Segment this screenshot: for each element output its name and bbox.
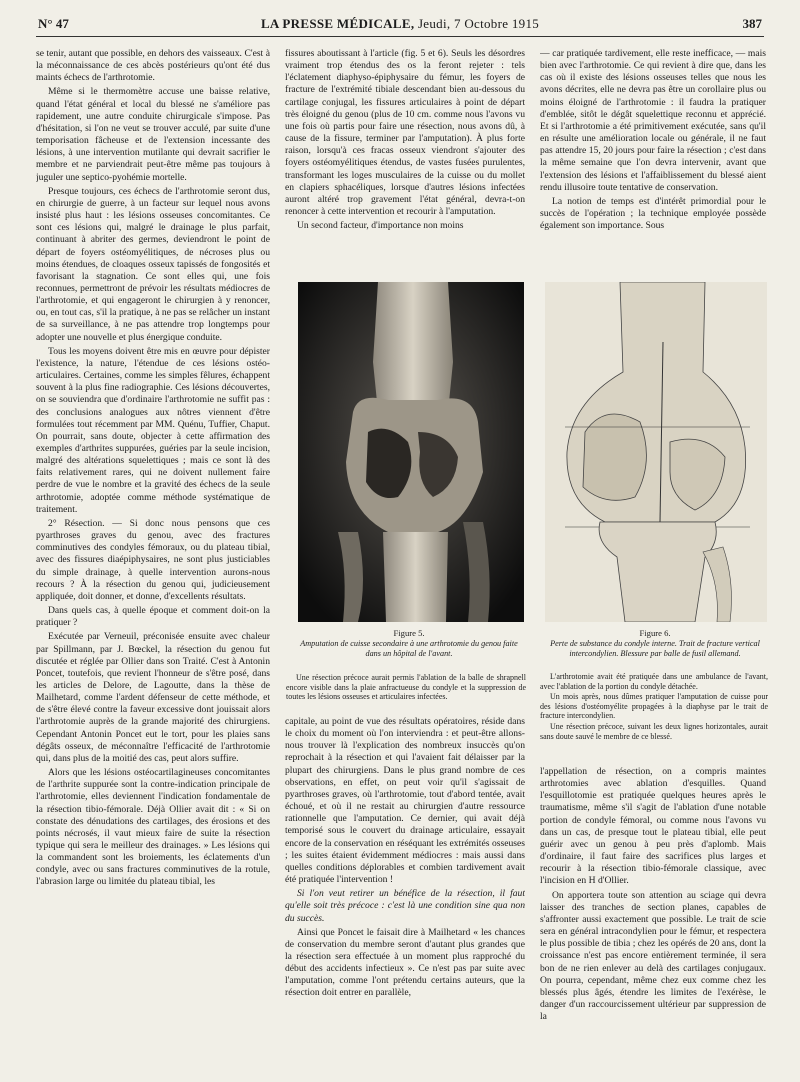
text-column-3-bottom	[540, 766, 766, 1072]
paragraph: On apportera toute son attention au sciage qui devra laisser des tranches de section planes, capables de s'affronter aussi exactement que possible. Le trait de scie sera en général intracondylien pour le fémur, et respectera le plus possible de tibia ; chez les opérés de 20 ans, dont la croissance n'est pas encore entièrement terminée, il sera bon de ne rien enlever au delà des cartilages conjugaux. On pourra, cependant, même chez eux comme chez les blessés plus âgés, étendre les limites de l'exérèse, le danger d'un raccourcissement ultérieur par suppression de la	[540, 889, 766, 1023]
journal-name: LA PRESSE MÉDICALE,	[260, 16, 415, 31]
paragraph: l'appellation de résection, on a compris maintes arthrotomies avec ablation d'esquilles. Quand l'esquillotomie est pratiquée quelques heures après le traumatisme, même s'il s'agit de l'ablation d'une notable portion de condyle fémoral, ou comme nous l'avons vu dans un cas, de presque tout le plateau tibial, elle peut guérir avec un genou à peu près d'aplomb. Mais d'ordinaire, il faut faire des sacrifices plus larges et recourir à la résection tibio-fémorale classique, avec l'incision en H d'Ollier.	[540, 766, 766, 887]
paragraph: Un second facteur, d'importance non moins	[297, 220, 464, 232]
text-column-2-top	[285, 48, 525, 258]
paragraph: Dans quels cas, à quelle époque et comment doit-on la pratiquer ?	[36, 605, 270, 629]
text-column-2-bottom	[285, 716, 525, 1072]
figure-6-caption	[542, 628, 768, 659]
note-paragraph: Une résection précoce aurait permis l'ablation de la balle de shrapnell encore visible dans la plaie anfractueuse du condyle et la suppression de toutes les lésions osseuses et articulaires infectées.	[286, 673, 526, 702]
paragraph: Exécutée par Verneuil, préconisée ensuite avec chaleur par Spillmann, par J. Bœckel, la résection du genou fut discutée et réglée par Ollier dans son Traité. C'est à Antonin Poncet, toutefois, que revient l'honneur de s'être posé, dans les articles de Delore, de Lagoutte, dans la thèse de Mailhetard, comme l'ardent défenseur de cette méthode, et de s'être élevé contre la faveur excessive dont jouissait alors l'arthrotomie auprès de la grande majorité des chirurgiens. Cependant Antonin Poncet eut le tort, pour les plaies sans dégâts osseux, de méconnaître l'efficacité de l'arthrotomie qui, dans plus de la moitié des cas, peut alors suffire.	[36, 631, 270, 764]
figure-5-description: Amputation de cuisse secondaire à une arthrotomie du genou faite dans un hôpital de l'avant.	[300, 639, 518, 658]
issue-date: Jeudi, 7 Octobre 1915	[417, 16, 540, 31]
note-paragraph: Un mois après, nous dûmes pratiquer l'amputation de cuisse pour des lésions d'ostéomyélite propagées à la diaphyse par le trait de fracture intercondylien.	[540, 692, 768, 721]
paragraph: se tenir, autant que possible, en dehors des vaisseaux. C'est à la méconnaissance de ces abcès postérieurs qu'ont été dus maints échecs de l'arthrotomie.	[36, 48, 270, 84]
page-number: 387	[742, 16, 762, 31]
paragraph: capitale, au point de vue des résultats opératoires, réside dans le choix du moment où l'on interviendra : et peut-être allons-nous trouver là l'explication des nombreux insuccès qu'on reprochait à la résection et qui l'avaient fait délaisser par la plupart des chirurgiens. Dans le plus grand nombre de ces observations, en effet, on peut voir qu'il s'agissait de pyarthroses graves, où l'arthrotomie, tout d'abord tentée, avait échoué, et où il ne restait au chirurgien d'autre ressource rationnelle que l'amputation. Ce dernier, qui avait déjà temporisé sous le couvert du drainage articulaire, essayait encore de la conservation en réséquant les extrémités osseuses ; les suites étaient évidemment médiocres : mais aussi dans quelles conditions déplorables et combien tardivement avait été pratiquée l'intervention !	[285, 716, 525, 886]
figure-5-note	[286, 673, 526, 703]
figure-6-drawing	[545, 282, 767, 622]
issue-number: N° 47	[38, 16, 69, 31]
figure-5-photograph	[298, 282, 524, 622]
paragraph: — car pratiquée tardivement, elle reste inefficace, — mais bien avec l'arthrotomie. Ce qui revient à dire que, dans les cas où il existe des lésions osseuses telles que nous les avons décrites, elle ne devra pas être un corollaire plus ou moins éloigné de l'arthrotomie : il faudra la pratiquer d'emblée, sitôt le dégât squelettique reconnu et apprécié. Et si l'arthrotomie a été primitivement exécutée, sans qu'il en résulte une amélioration locale ou générale, il ne faut pas attendre 15, 20 jours pour faire la résection ; c'est dans la même semaine que l'on devra intervenir, avant que l'extension des lésions et l'affaiblissement du blessé aient rendu illusoire toute tentative de conservation.	[540, 48, 766, 193]
paragraph: La notion de temps est d'intérêt primordial pour le succès de l'opération ; la technique employée possède également son importance. Sous	[540, 195, 766, 232]
paragraph: fissures aboutissant à l'article (fig. 5 et 6). Seuls les désordres vraiment trop étendus des os la feront rejeter : tels l'éclatement diaphyso-épiphysaire du fémur, les foyers de fracture de l'extrémité tibiale descendant bien au-dessous du cartilage conjugal, les fissures articulaires à point de départ très éloigné du genou (plus de 10 cm. comme nous l'avons vu une fois où partis pour faire une résection, nous avons dû, à cause de la fissure, terminer par l'amputation). À plus forte raison, lorsqu'à ces fracas osseux viendront s'ajouter des foyers ostéomyélitiques étendus, de vastes fusées purulentes, transformant les loges musculaires de la cuisse ou du mollet en clapiers sphacéliques, lorsque d'autres lésions infectées auront altéré trop gravement l'état général, devra-t-on renoncer à cette intervention et recourir à l'amputation.	[285, 48, 525, 218]
text-column-3-top	[540, 48, 766, 258]
paragraph: Presque toujours, ces échecs de l'arthrotomie seront dus, en chirurgie de guerre, à un facteur sur lequel nous avons insisté plus haut : les lésions osseuses concomitantes. Ce sont ces lésions qui, malgré le drainage le plus parfait, continuant à abriter des germes, deviendront le point de départ de foyers ostéomyélitiques, de nécroses plus ou moins étendues, de cloaques osseux tapissés de fongosités et favorisant la stagnation. Ce sont elles qui, une fois reconnues, permettront de prévoir les résultats médiocres de l'arthrotomie, et qui engageront le chirurgien à y renoncer, ou, en tout cas, s'il la pratique, à ne pas se relâcher un instant de sa surveillance, à ne pas attendre trop longtemps pour adopter une nouvelle et plus énergique conduite.	[36, 185, 270, 343]
paragraph: Alors que les lésions ostéocartilagineuses concomitantes de l'arthrite suppurée sont la contre-indication principale de l'arthrotomie, elles deviennent l'indication fondamentale de la résection tibio-fémorale. Déjà Ollier avait dit : « Si on constate des dénudations des cartilages, des érosions et des points nécrosés, il vaut mieux faire de suite la résection typique qui sera le meilleur des drainages. » Les lésions qui la commandent sont les broiements, les éclatements d'un condyle, avec ou sans fractures comminutives de la rotule, l'abrasion large ou limitée du plateau tibial, les	[36, 767, 270, 888]
knee-bones-drawing	[545, 282, 767, 622]
figure-5-caption	[292, 628, 526, 659]
note-paragraph: Une résection précoce, suivant les deux lignes horizontales, aurait sans doute sauvé le membre de ce blessé.	[540, 721, 768, 741]
paragraph: Même si le thermomètre accuse une baisse relative, quand l'état général et local du blessé ne s'améliore pas rapidement, une autre conduite chirurgicale s'impose. Pas d'hésitation, si l'on ne veut se trouver acculé, par suite d'une temporisation fâcheuse et de l'extension incessante des lésions, à une intervention mutilante qui devrait sacrifier le membre et ne parviendrait peut-être même pas toujours à juguler une septico-pyohémie mortelle.	[36, 86, 270, 183]
amputated-knee-photo	[298, 282, 524, 622]
figure-5-number: Figure 5.	[393, 628, 425, 638]
text-column-1	[36, 48, 270, 1068]
running-header	[36, 14, 764, 37]
journal-title	[36, 16, 764, 32]
paragraph: Si l'on veut retirer un bénéfice de la résection, il faut qu'elle soit très précoce : c'est là une condition sine qua non du succès.	[285, 888, 525, 924]
figure-6-notes	[540, 672, 768, 742]
figure-6-number: Figure 6.	[639, 628, 671, 638]
note-paragraph: L'arthrotomie avait été pratiquée dans une ambulance de l'avant, avec l'ablation de la portion du condyle détachée.	[540, 672, 768, 691]
figure-6-description: Perte de substance du condyle interne. Trait de fracture vertical intercondylien. Blessure par balle de fusil allemand.	[550, 639, 760, 658]
paragraph: Tous les moyens doivent être mis en œuvre pour dépister l'existence, la nature, l'étendue de ces lésions ostéo-articulaires. Certaines, comme les simples fêlures, échappent souvent à la plus fine radiographie. Ces lésions découvertes, on se souviendra que d'ordinaire l'arthrotomie ne suffit pas : des conclusions analogues aux nôtres viennent d'être formulées tout récemment par MM. Quénu, Tuffier, Chaput. On pourrait, sans doute, objecter à cette affirmation des exemples d'arthrites suppurées, guéries par la seule incision, malgré des altérations squelettiques ; mais ce sont là des faits relativement rares, qui ne doivent nullement faire perdre de vue le nombre et la gravité des échecs de la seule arthrotomie, adoptée comme méthode systématique de traitement.	[36, 345, 270, 515]
paragraph: 2° Résection. — Si donc nous pensons que ces pyarthroses graves du genou, avec des fractures comminutives des condyles fémoraux, ou du plateau tibial, avec des fissures diaépiphysaires, ne sont plus justiciables du simple drainage, à quelle intervention aurons-nous recours ? À la résection du genou qui, judicieusement appliquée, doit donner, et donne, d'excellents résultats.	[36, 517, 270, 602]
paragraph: Ainsi que Poncet le faisait dire à Mailhetard « les chances de conservation du membre seront d'autant plus grandes que la résection sera effectuée à un moment plus rapproché du début des accidents infectieux ». Ce n'est pas par suite avec l'amputation, comme l'ont prétendu certains auteurs, que la résection doit entrer en parallèle,	[285, 926, 525, 999]
